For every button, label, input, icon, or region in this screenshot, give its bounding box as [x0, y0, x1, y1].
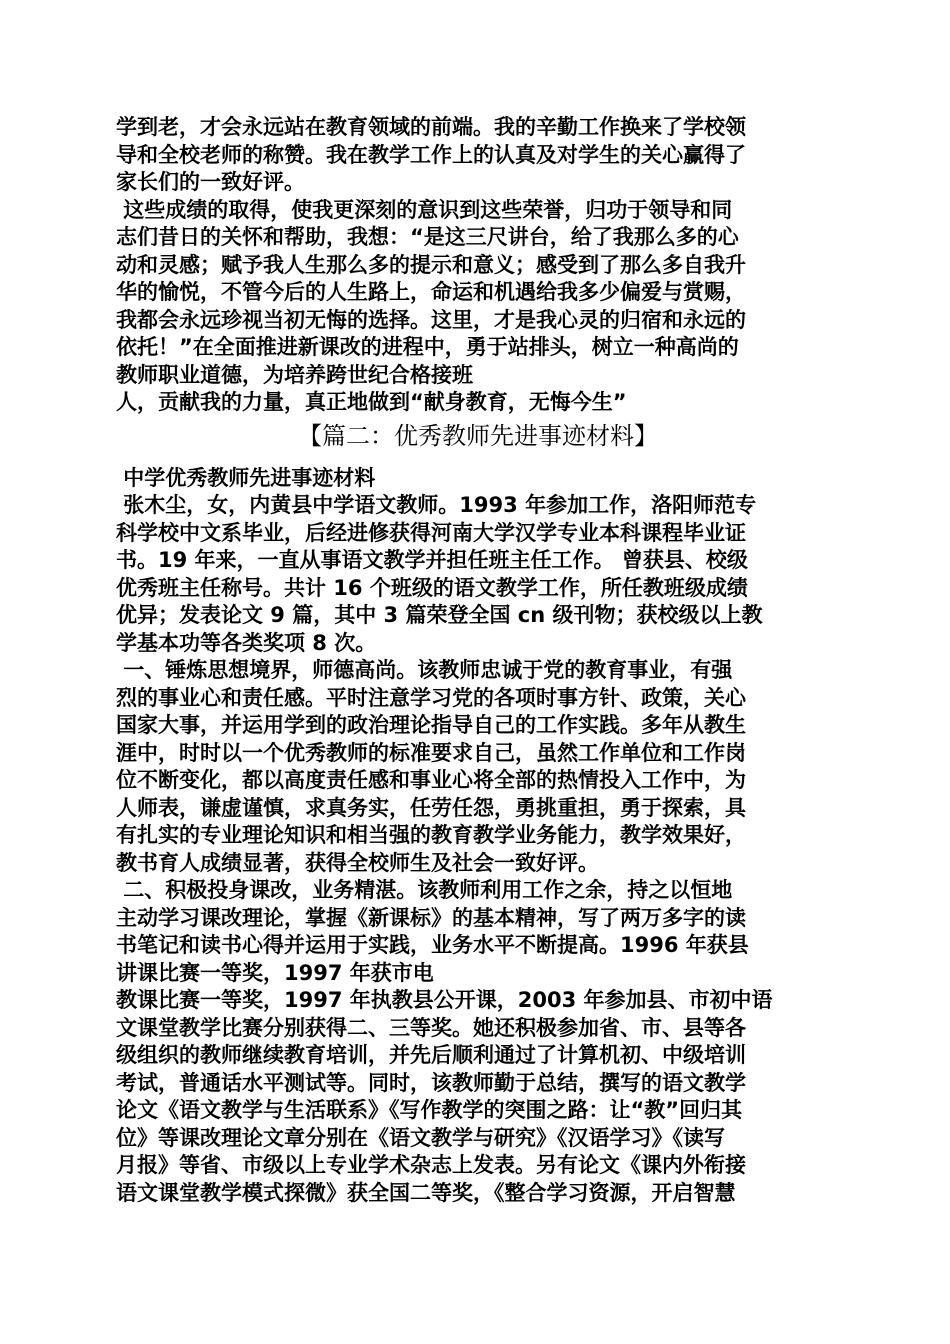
- paragraph-line: 文课堂教学比赛分别获得二、三等奖。她还积极参加省、市、县等各: [116, 1015, 746, 1040]
- paragraph-line: 位》等课改理论文章分别在《语文教学与研究》《汉语学习》《读写: [116, 1125, 725, 1150]
- paragraph-line: 张木尘，女，内黄县中学语文教师。1993 年参加工作，洛阳师范专: [116, 493, 757, 517]
- paragraph-line: 涯中，时时以一个优秀教师的标准要求自己，虽然工作单位和工作岗: [116, 740, 746, 765]
- paragraph-line: 科学校中文系毕业，后经进修获得河南大学汉学专业本科课程毕业证: [116, 520, 746, 545]
- paragraph-line: 月报》等省、市级以上专业学术杂志上发表。另有论文《课内外衔接: [116, 1153, 746, 1177]
- paragraph-line: 教师职业道德，为培养跨世纪合格接班: [116, 362, 473, 387]
- paragraph-line: 主动学习课改理论，掌握《新课标》的基本精神，写了两万多字的读: [116, 905, 746, 930]
- paragraph-line: 华的愉悦，不管今后的人生路上，命运和机遇给我多少偏爱与赏赐，: [116, 280, 746, 304]
- article-title: 中学优秀教师先进事迹材料: [116, 465, 376, 490]
- paragraph-line: 家长们的一致好评。: [116, 170, 305, 194]
- paragraph-line: 依托！”在全面推进新课改的进程中，勇于站排头，树立一种高尚的: [116, 335, 739, 359]
- paragraph-line: 导和全校老师的称赞。我在教学工作上的认真及对学生的关心赢得了: [116, 142, 746, 167]
- paragraph-line: 优秀班主任称号。共计 16 个班级的语文教学工作，所任教班级成绩: [116, 575, 748, 600]
- paragraph-line: 教课比赛一等奖，1997 年执教县公开课，2003 年参加县、市初中语: [116, 988, 773, 1012]
- section-1: [116, 114, 840, 417]
- section-2: [116, 465, 840, 1208]
- paragraph-line: 志们昔日的关怀和帮助，我想：“是这三尺讲台，给了我那么多的心: [116, 225, 739, 249]
- paragraph-line: 一、锤炼思想境界，师德高尚。该教师忠诚于党的教育事业，有强: [116, 658, 733, 682]
- paragraph-line: 人师表，谦虚谨慎，求真务实，任劳任怨，勇挑重担，勇于探索，具: [116, 795, 746, 820]
- paragraph-line: 学基本功等各类奖项 8 次。: [116, 630, 377, 655]
- paragraph-line: 有扎实的专业理论知识和相当强的教育教学业务能力，教学效果好，: [116, 823, 746, 847]
- section-heading: 【篇二：优秀教师先进事迹材料】: [298, 421, 658, 450]
- paragraph-line: 书笔记和读书心得并运用于实践，业务水平不断提高。1996 年获县: [116, 933, 749, 957]
- paragraph-line: 烈的事业心和责任感。平时注意学习党的各项时事方针、政策，关心: [116, 685, 746, 710]
- paragraph-line: 动和灵感；赋予我人生那么多的提示和意义；感受到了那么多自我升: [116, 252, 746, 277]
- paragraph-line: 位不断变化，都以高度责任感和事业心将全部的热情投入工作中，为: [116, 768, 746, 792]
- paragraph-line: 教书育人成绩显著，获得全校师生及社会一致好评。: [116, 850, 599, 875]
- paragraph-line: 书。19 年来，一直从事语文教学并担任班主任工作。 曾获县、校级: [116, 548, 748, 572]
- paragraph-line: 我都会永远珍视当初无悔的选择。这里，才是我心灵的归宿和永远的: [116, 307, 746, 332]
- paragraph-line: 考试，普通话水平测试等。同时，该教师勤于总结，撰写的语文教学: [116, 1070, 746, 1095]
- paragraph-line: 语文课堂教学模式探微》获全国二等奖，《整合学习资源，开启智慧: [116, 1180, 736, 1205]
- paragraph-line: 这些成绩的取得，使我更深刻的意识到这些荣誉，归功于领导和同: [116, 197, 733, 222]
- paragraph-line: 人，贡献我的力量，真正地做到“献身教育，无悔今生”: [116, 390, 627, 414]
- paragraph-line: 国家大事，并运用学到的政治理论指导自己的工作实践。多年从教生: [116, 713, 746, 737]
- paragraph-line: 讲课比赛一等奖，1997 年获市电: [116, 960, 434, 985]
- paragraph-line: 论文《语文教学与生活联系》《写作教学的突围之路：让“教”回归其: [116, 1098, 743, 1122]
- paragraph-line: 学到老，才会永远站在教育领域的前端。我的辛勤工作换来了学校领: [116, 115, 746, 139]
- document-page: [116, 114, 840, 1207]
- paragraph-line: 级组织的教师继续教育培训，并先后顺利通过了计算机初、中级培训: [116, 1043, 746, 1067]
- paragraph-line: 优异；发表论文 9 篇，其中 3 篇荣登全国 cn 级刊物；获校级以上教: [116, 603, 763, 627]
- paragraph-line: 二、积极投身课改，业务精湛。该教师利用工作之余，持之以恒地: [116, 878, 733, 902]
